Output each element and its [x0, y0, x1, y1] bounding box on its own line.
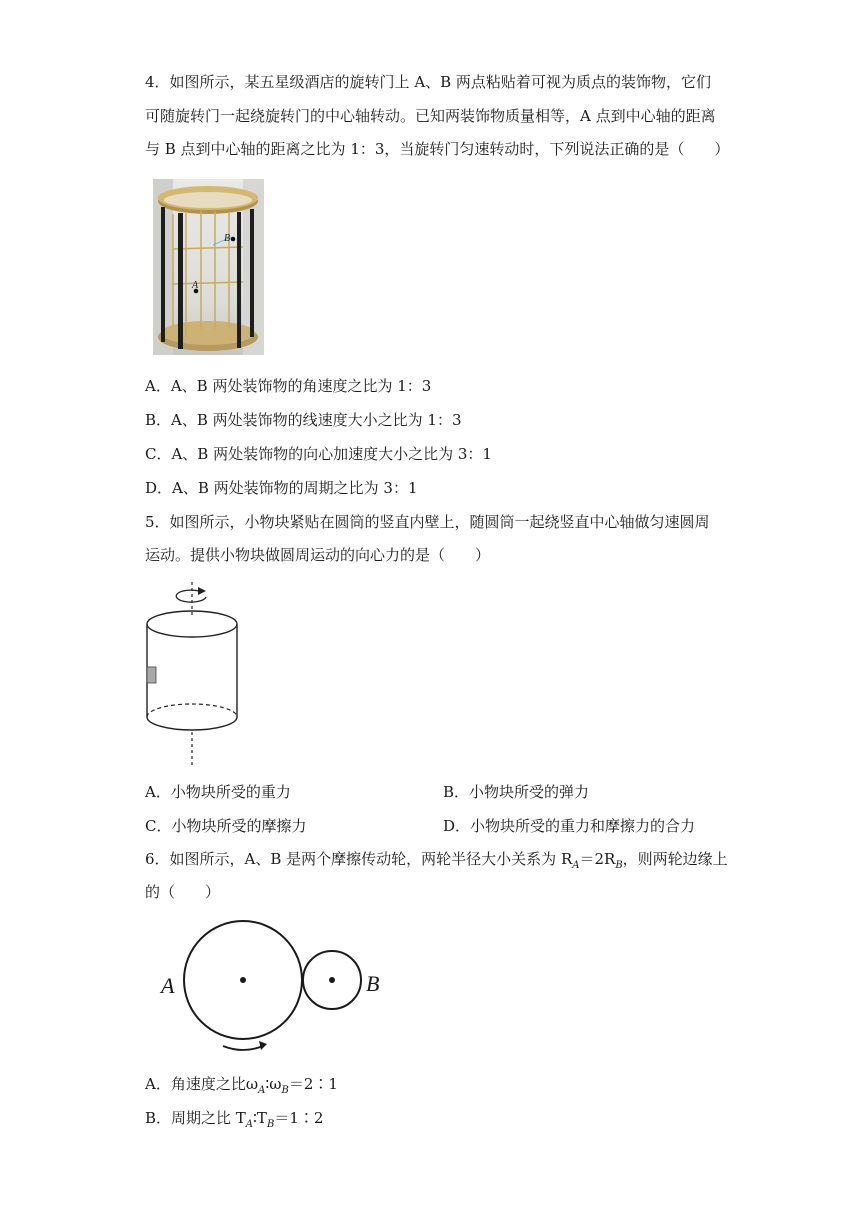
q5-stem-line1: 5．如图所示，小物块紧贴在圆筒的竖直内壁上，随圆筒一起绕竖直中心轴做匀速圆周 [145, 513, 710, 531]
q6-stem-line1: 6．如图所示，A、B 是两个摩擦传动轮，两轮半径大小关系为 $R_A=2R_B$，则两轮边缘上 [145, 850, 728, 871]
q5-option-b: B．小物块所受的弹力 [443, 783, 590, 801]
small-block [147, 667, 156, 683]
rotating-cylinder-diagram [140, 580, 250, 770]
q4-stem-line3: 与 B 点到中心轴的距离之比为 1：3，当旋转门匀速转动时，下列说法正确的是（ ） [145, 140, 730, 158]
photo-label-b: B [224, 233, 231, 244]
q6-option-a: A．角速度之比$\omega_A∶\omega_B=2∶1$ [145, 1075, 338, 1096]
q5-stem-line2: 运动。提供小物块做圆周运动的向心力的是（ ） [145, 546, 491, 564]
rotation-arrow-icon [198, 587, 206, 595]
wheel-label-b: B [366, 971, 380, 996]
q5-option-a: A．小物块所受的重力 [145, 783, 291, 801]
q4-stem-line1: 4．如图所示，某五星级酒店的旋转门上 A、B 两点粘贴着可视为质点的装饰物，它们 [145, 73, 711, 91]
q4-option-a: A．A、B 两处装饰物的角速度之比为 1：3 [145, 377, 432, 395]
q5-option-d: D．小物块所受的重力和摩擦力的合力 [443, 817, 696, 835]
revolving-door-photo [153, 179, 264, 355]
wheel-label-a: A [161, 973, 175, 998]
q6-option-b: B．周期之比 $T_A∶T_B=1∶2$ [145, 1109, 324, 1130]
q5-option-c: C．小物块所受的摩擦力 [145, 817, 307, 835]
q4-option-b: B．A、B 两处装饰物的线速度大小之比为 1：3 [145, 411, 462, 429]
photo-label-a: A [192, 280, 199, 291]
rotation-arrow-icon [259, 1041, 267, 1050]
q4-option-d: D．A、B 两处装饰物的周期之比为 3：1 [145, 479, 418, 497]
q6-stem-line2: 的（ ） [145, 883, 221, 901]
q4-stem-line2: 可随旋转门一起绕旋转门的中心轴转动。已知两装饰物质量相等，A 点到中心轴的距离 [145, 107, 716, 125]
q4-option-c: C．A、B 两处装饰物的向心加速度大小之比为 3：1 [145, 445, 492, 463]
friction-wheels-diagram [155, 915, 395, 1060]
